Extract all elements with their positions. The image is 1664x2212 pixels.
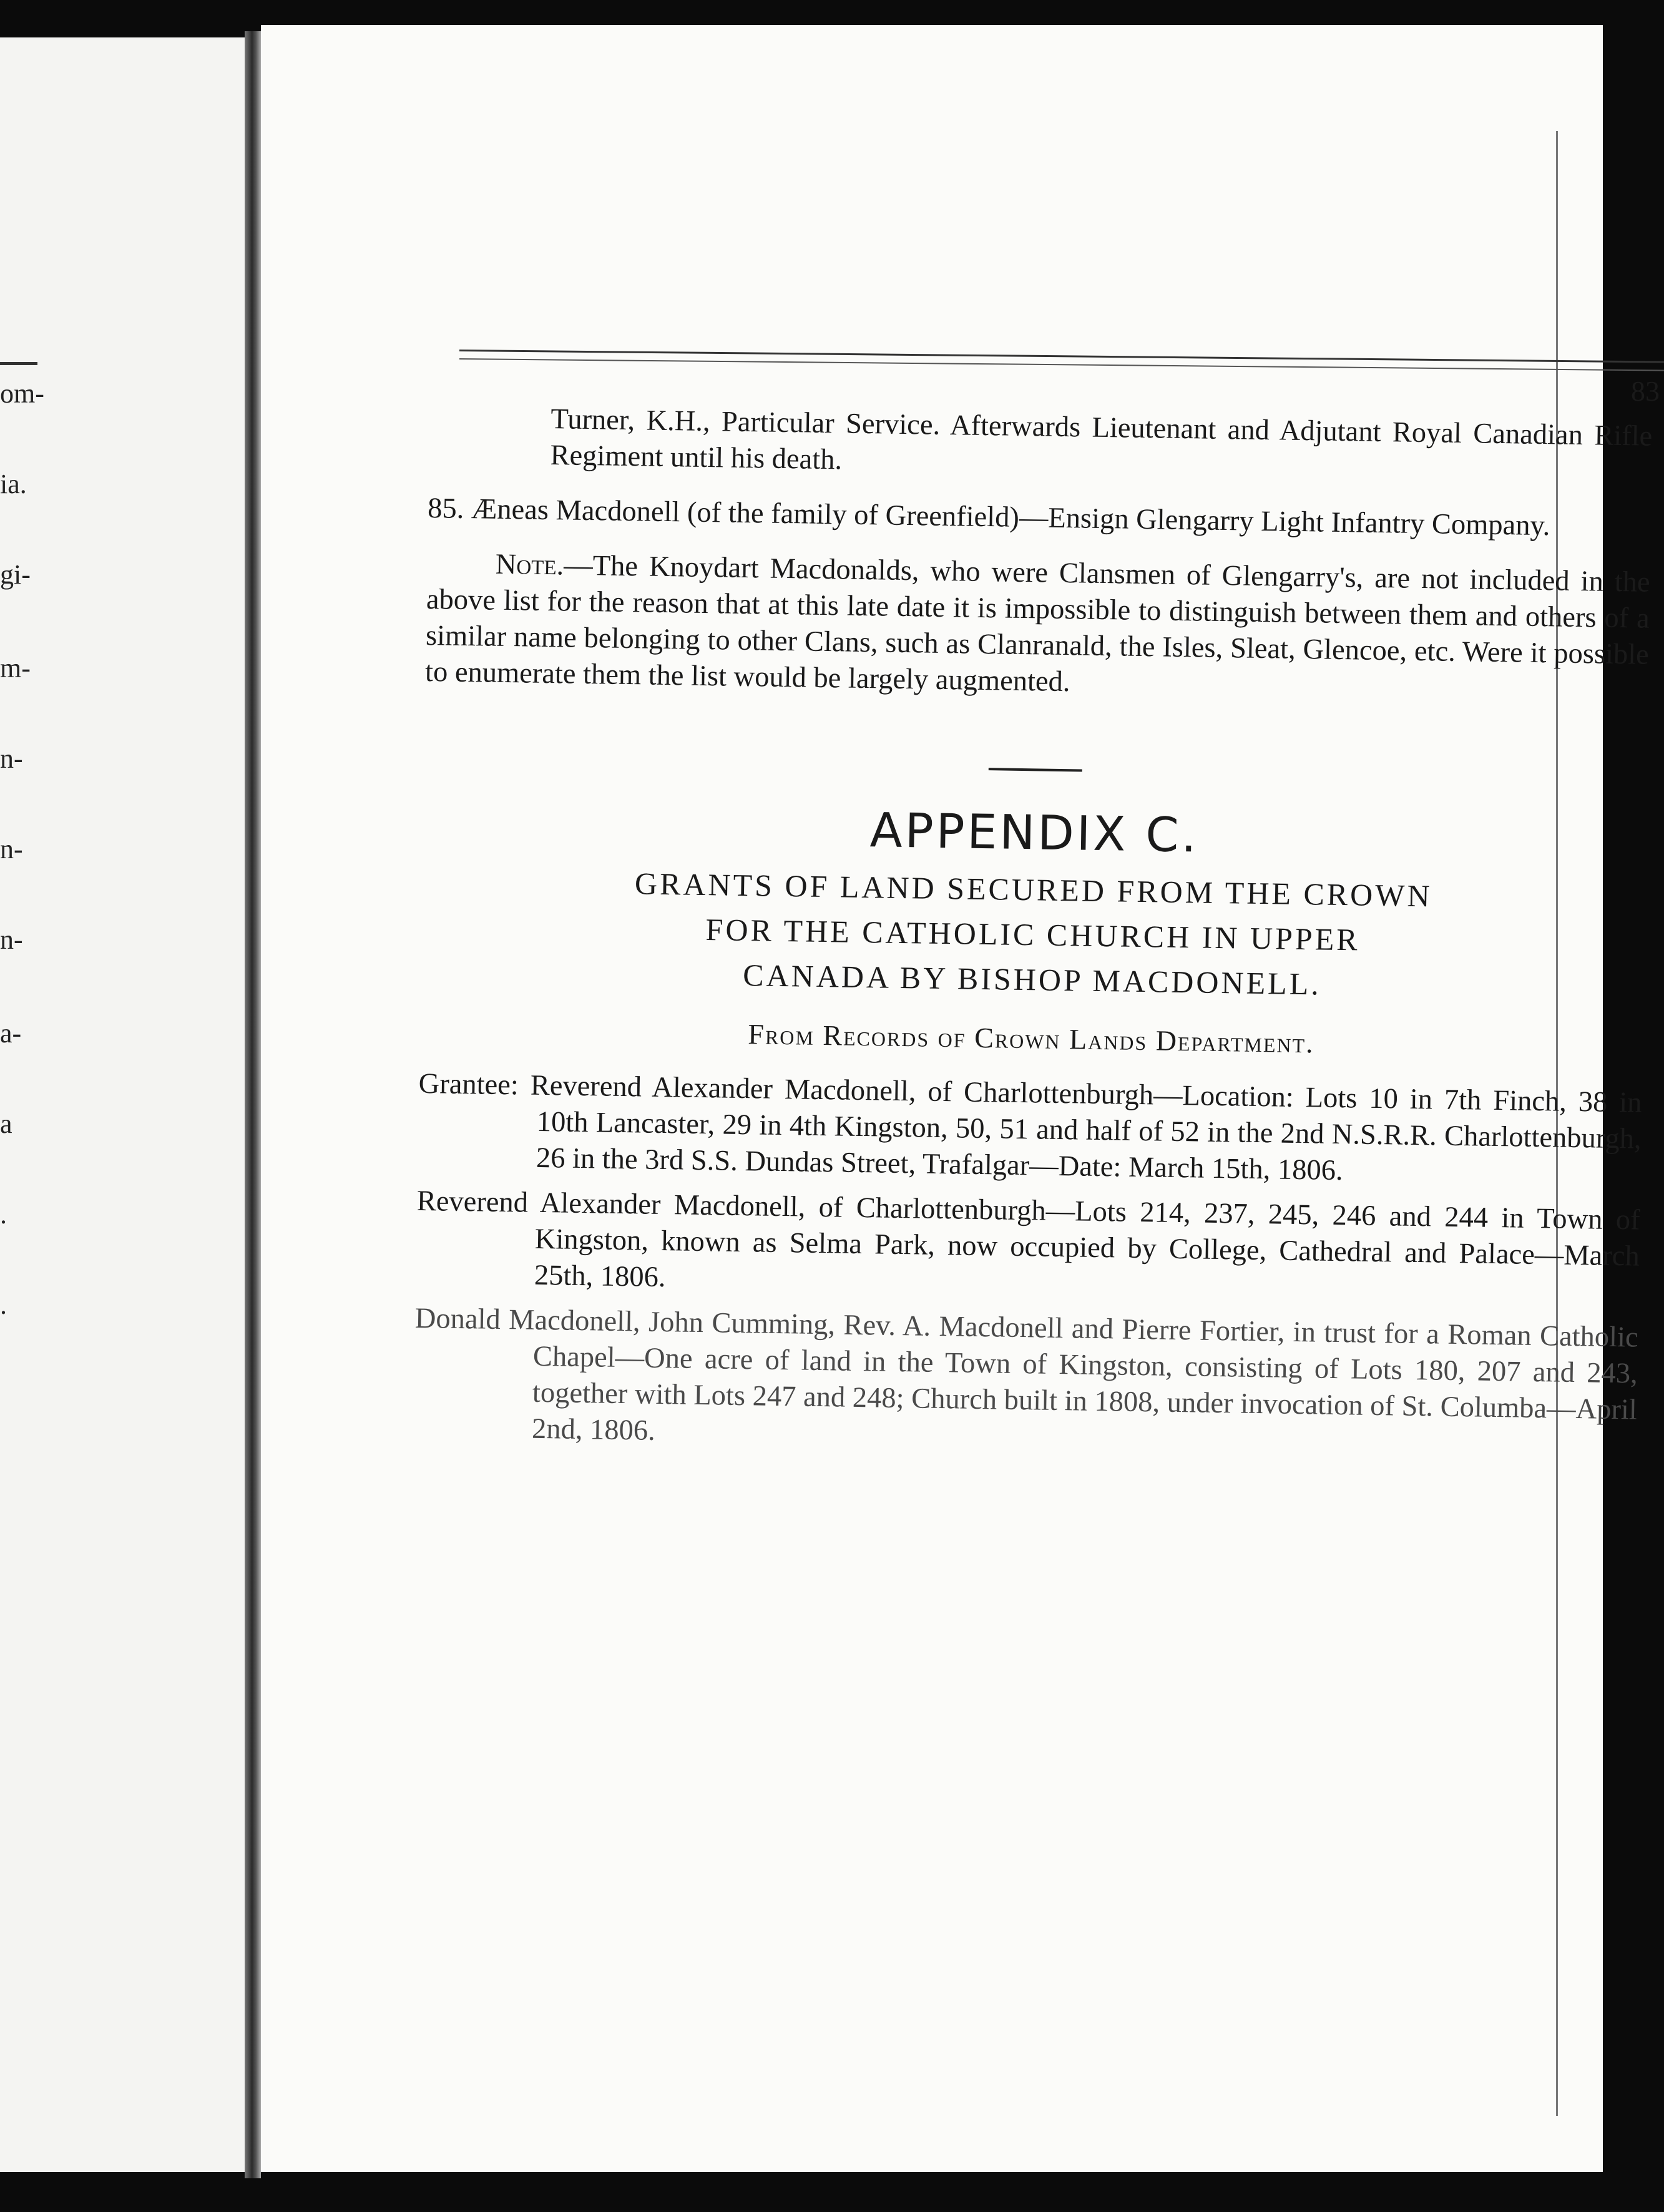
left-page-fragment: gi-: [0, 559, 31, 590]
left-page-fragment: n-: [0, 924, 23, 955]
subtitle-line: GRANTS OF LAND SECURED FROM THE CROWN: [634, 866, 1433, 914]
note-text: —The Knoydart Macdonalds, who were Clansmen of Glengarry's, are not included in the above list for the reason that at this late date it is impossible to distinguish between them and others of a similar name belonging to other Clans, such as Clanranald, the Isles, Sleat, Glencoe, etc. Were it possible to enumerate them the list would be largely augmented.: [424, 549, 1651, 698]
grant-entry: Grantee: Reverend Alexander Macdonell, of Charlottenburgh—Location: Lots 10 in 7th Finch, 38 in 10th Lancaster, 29 in 4th Kingston, 50, 51 and half of 52 in the 2nd N.S.R.R. Charlottenburgh, 26 in the 3rd S.S. Dundas Street, Trafalgar—Date: March 15th, 1806.: [418, 1067, 1642, 1187]
left-page-fragment: n-: [0, 743, 23, 774]
left-page-fragment: n-: [0, 834, 23, 864]
page-number: 83: [1631, 375, 1660, 407]
right-page: [261, 25, 1660, 2172]
grant-entry: Reverend Alexander Macdonell, of Charlottenburgh—Lots 214, 237, 245, 246 and 244 in Town of Kingston, known as Selma Park, now occupied by College, Cathedral and Palace—March 25th, 1806.: [416, 1185, 1640, 1294]
left-page: [0, 37, 245, 2172]
note-label: Note.: [495, 548, 564, 582]
entry-number: 85.: [427, 492, 464, 525]
section-separator: [989, 768, 1082, 771]
subtitle-line: CANADA BY BISHOP MACDONELL.: [742, 957, 1322, 1002]
book-gutter: [245, 31, 261, 2178]
entry-text: Æneas Macdonell (of the family of Greenfield)—Ensign Glengarry Light Infantry Company.: [471, 493, 1550, 542]
left-page-fragment: m-: [0, 653, 31, 683]
left-page-fragment: .: [0, 1199, 7, 1230]
page-body: [413, 399, 1653, 1465]
appendix-subtitle: [420, 858, 1645, 1012]
grant-entry: Donald Macdonell, John Cumming, Rev. A. Macdonell and Pierre Fortier, in trust for a Roman Catholic Chapel—One acre of land in the Town of Kingston, consisting of Lots 180, 207 and 243, together with Lots 247 and 248; Church built in 1808, under invocation of St. Columba—April 2nd, 1806.: [414, 1302, 1639, 1447]
left-page-fragment: a-: [0, 1018, 22, 1049]
note-paragraph: [425, 546, 1650, 710]
appendix-source: From Records of Crown Lands Department.: [748, 1018, 1315, 1059]
continuation-paragraph: Turner, K.H., Particular Service. Afterwards Lieutenant and Adjutant Royal Canadian Rifle Regiment until his death.: [550, 403, 1653, 476]
left-page-fragment: om-: [0, 378, 44, 409]
appendix-heading: APPENDIX C.: [869, 802, 1200, 863]
subtitle-line: FOR THE CATHOLIC CHURCH IN UPPER: [705, 912, 1361, 957]
left-page-fragment: .: [0, 1290, 7, 1320]
list-entry-85: [428, 491, 1652, 546]
left-page-fragment: ia.: [0, 469, 27, 499]
left-page-fragment: a: [0, 1108, 12, 1139]
left-page-rule: [0, 362, 37, 365]
